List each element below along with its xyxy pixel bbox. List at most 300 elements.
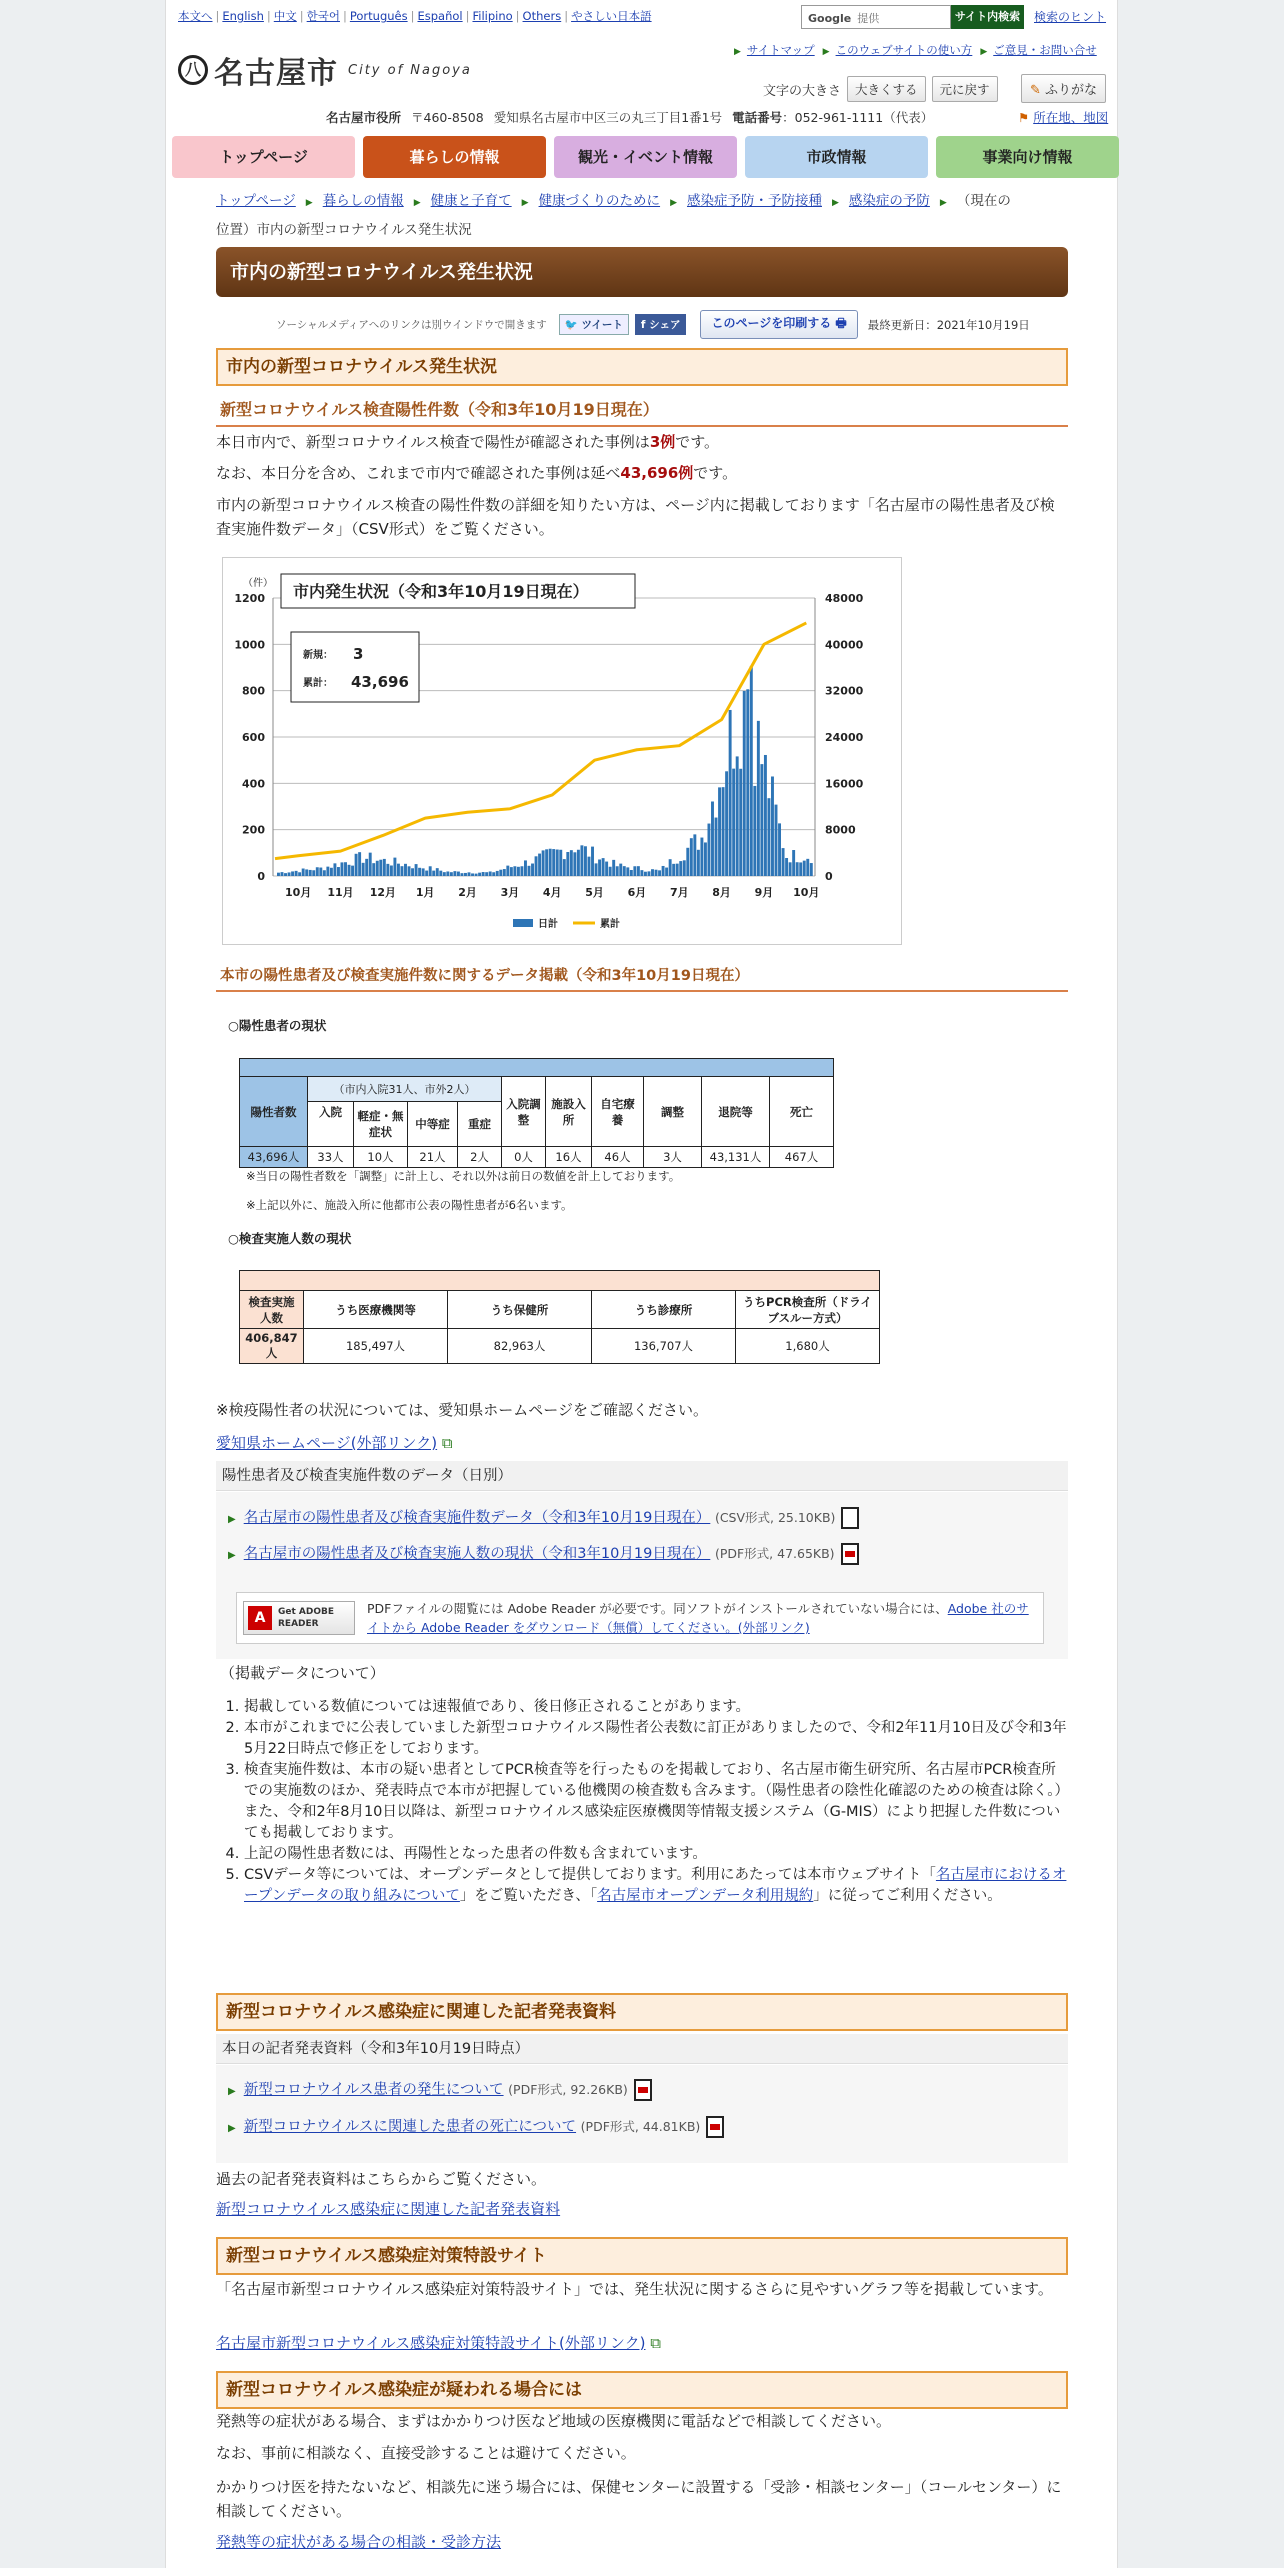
logo-text: 名古屋市: [214, 56, 338, 91]
daily-bar: [715, 818, 718, 876]
daily-bar: [771, 776, 774, 876]
daily-bar: [404, 864, 407, 876]
daily-data-box: [216, 1492, 1068, 1659]
special-site-text: 「名古屋市新型コロナウイルス感染症対策特設サイト」では、発生状況に関するさらに見やすいグラフ等を掲載しています。: [216, 2280, 1053, 2298]
daily-bar: [563, 859, 566, 876]
t1-value: 3人: [644, 1147, 702, 1168]
search-tips-link[interactable]: 検索のヒント: [1034, 10, 1107, 24]
left-tick-label: 600: [242, 731, 265, 744]
consult-row: [216, 2530, 1068, 2554]
daily-bar: [739, 769, 742, 876]
t2-header: うち医療機関等: [304, 1291, 448, 1329]
t2-value: 406,847人: [240, 1329, 304, 1364]
t1-value: 43,696人: [240, 1147, 308, 1168]
x-tick-label: 9月: [754, 886, 774, 899]
detail-note: 市内の新型コロナウイルス検査の陽性件数の詳細を知りたい方は、ページ内に掲載しております「名古屋市の陽性患者及び検査実施件数データ」（CSV形式）をご覧ください。: [216, 496, 1055, 538]
t2-header: うち保健所: [448, 1291, 592, 1329]
daily-bar: [277, 873, 280, 876]
daily-bar: [341, 862, 344, 876]
table-note-2: ※上記以外に、施設入所に他都市公表の陽性患者が6名います。: [246, 1198, 573, 1212]
daily-bar: [355, 854, 358, 876]
legend-label-cumulative: 累計: [600, 919, 620, 930]
search-input[interactable]: Google 提供: [801, 5, 951, 29]
daily-bar: [640, 870, 643, 876]
daily-bar: [379, 860, 382, 876]
test-status-label: ○検査実施人数の現状: [228, 1231, 352, 1246]
daily-bar: [464, 873, 467, 876]
nav-living[interactable]: 暮らしの情報: [363, 136, 546, 178]
daily-bar: [707, 824, 710, 876]
csv-file-item: ▶ 名古屋市の陽性患者及び検査実施件数データ（令和3年10月19日現在） (CSV形式, 25.10KB): [228, 1507, 859, 1531]
daily-bar: [736, 756, 739, 876]
daily-bar: [658, 870, 661, 876]
daily-bar: [524, 860, 527, 876]
daily-bar: [450, 872, 453, 876]
daily-bar: [425, 871, 428, 876]
t2-header: うちPCR検査所（ドライブスルー方式）: [736, 1291, 880, 1329]
arrow-icon: ▶: [822, 47, 830, 57]
daily-bar: [510, 867, 513, 876]
daily-bar: [316, 867, 319, 876]
breadcrumb-link[interactable]: 感染症予防・予防接種: [686, 193, 822, 209]
daily-bar: [573, 852, 576, 876]
daily-bar: [482, 872, 485, 876]
daily-bar: [619, 864, 622, 876]
lang-link[interactable]: 한국어: [306, 9, 340, 23]
font-size-label: 文字の大きさ: [763, 83, 842, 99]
daily-bar: [344, 862, 347, 876]
t1-header: （市内入院31人、市外2人）: [308, 1077, 502, 1102]
t1-header: 入院調整: [502, 1077, 546, 1147]
x-tick-label: 1月: [415, 886, 435, 899]
daily-bar: [700, 838, 703, 876]
breadcrumb-current: （現在の位置）市内の新型コロナウイルス発生状況: [216, 193, 1011, 238]
daily-bar: [298, 872, 301, 876]
daily-bar: [602, 858, 605, 876]
t1-header: 重症: [458, 1102, 502, 1147]
daily-bar: [669, 859, 672, 876]
daily-bar: [612, 860, 615, 876]
chart-title: 市内発生状況（令和3年10月19日現在）: [293, 582, 589, 601]
daily-bar: [323, 870, 326, 876]
utility-link[interactable]: ご意見・お問い合せ: [993, 43, 1097, 57]
daily-bar: [348, 865, 351, 876]
t2-value: 185,497人: [304, 1329, 448, 1364]
daily-bar: [429, 866, 432, 876]
daily-bar: [746, 689, 749, 876]
office-address: 名古屋市役所 〒460-8508 愛知県名古屋市中区三の丸三丁目1番1号 電話番号：052-961-1111（代表）: [326, 110, 934, 125]
csv-file-link[interactable]: 名古屋市の陽性患者及び検査実施件数データ（令和3年10月19日現在）: [243, 1510, 711, 1526]
chart-info-box: [291, 632, 419, 702]
t2-header: うち診療所: [592, 1291, 736, 1329]
lang-link[interactable]: 本文へ: [178, 9, 213, 23]
daily-bar: [453, 871, 456, 876]
positive-status-table: [239, 1058, 834, 1168]
font-reset-button[interactable]: 元に戻す: [932, 76, 998, 102]
daily-bar: [492, 872, 495, 876]
new-value: 3: [353, 645, 364, 663]
arrow-icon: ▶: [734, 47, 741, 57]
suspected-text-1: 発熱等の症状がある場合、まずはかかりつけ医など地域の医療機関に電話などで相談してください。: [216, 2412, 892, 2430]
daily-bar: [729, 710, 732, 876]
daily-bar: [580, 845, 583, 876]
right-tick-label: 8000: [825, 823, 856, 837]
data-note-item: 5. CSVデータ等については、オープンデータとして提供しております。利用にあたっては本市ウェブサイト「名古屋市におけるオープンデータの取り組みについて」をご覧いただき、「名古屋市オープンデータ利用規約」に従ってご利用ください。: [244, 1865, 1068, 1907]
daily-bar: [644, 872, 647, 876]
adobe-notice: [236, 1592, 1044, 1644]
breadcrumb: [216, 188, 1016, 244]
pdf-file-item: ▶ 名古屋市の陽性患者及び検査実施人数の現状（令和3年10月19日現在） (PDF形式, 47.65KB): [228, 1543, 859, 1567]
daily-bar: [630, 870, 633, 876]
legend-label-daily: 日計: [538, 919, 558, 930]
subheading-positive-count: 新型コロナウイルス検査陽性件数（令和3年10月19日現在）: [216, 397, 1068, 427]
daily-bar: [545, 849, 548, 876]
daily-bar: [633, 866, 636, 876]
new-label: 新規：: [303, 650, 333, 661]
lang-link[interactable]: Others: [522, 9, 562, 23]
press-today-heading: 本日の記者発表資料（令和3年10月19日時点）: [216, 2034, 1068, 2064]
daily-bar: [760, 764, 763, 876]
daily-bar: [531, 864, 534, 876]
data-note-item: 3. 検査実施件数は、本市の疑い患者としてPCR検査等を行ったものを掲載しており、名古屋市衛生研究所、名古屋市PCR検査所での実施数のほか、発表時点で本市が把握している他機関の検査数も含みます。（陽性患者の陰性化確認のための検査は除く。）また、令和2年8月10日以降は、新型コロナウイルス感染症医療機関等情報支援システム（G-MIS）により把握した件数についても掲載しております。: [244, 1760, 1068, 1844]
lang-link[interactable]: やさしい日本語: [571, 9, 652, 23]
daily-bar: [559, 850, 562, 876]
t1-header: 退院等: [702, 1077, 770, 1147]
daily-bar: [595, 863, 598, 876]
daily-bar: [383, 859, 386, 876]
daily-bar: [757, 721, 760, 876]
t1-value: 0人: [502, 1147, 546, 1168]
breadcrumb-link[interactable]: トップページ: [216, 193, 296, 209]
right-tick-label: 48000: [825, 592, 864, 605]
right-tick-label: 0: [825, 870, 833, 883]
daily-bar: [393, 858, 396, 876]
daily-bar: [697, 850, 700, 876]
x-tick-label: 2月: [458, 886, 477, 899]
print-button[interactable]: このページを印刷する 🖶: [700, 310, 857, 339]
daily-bar: [386, 864, 389, 876]
t2-header: 検査実施人数: [240, 1291, 304, 1329]
daily-bar: [337, 867, 340, 876]
daily-bar: [789, 862, 792, 876]
section-heading-status: 市内の新型コロナウイルス発生状況: [216, 348, 1068, 386]
section-heading-suspected: 新型コロナウイルス感染症が疑われる場合には: [216, 2371, 1068, 2409]
past-press-link[interactable]: 新型コロナウイルス感染症に関連した記者発表資料: [216, 2200, 561, 2218]
t1-header: 陽性者数: [240, 1077, 308, 1147]
t1-value: 21人: [408, 1147, 458, 1168]
logo-en: City of Nagoya: [348, 62, 472, 78]
daily-bar: [365, 859, 368, 876]
t1-header: 死亡: [770, 1077, 834, 1147]
t1-header: 中等症: [408, 1102, 458, 1147]
x-tick-label: 4月: [542, 886, 562, 899]
daily-bar: [485, 872, 488, 876]
utility-link[interactable]: サイトマップ: [746, 43, 815, 57]
daily-bar: [810, 863, 813, 876]
press-link-death[interactable]: 新型コロナウイルスに関連した患者の死亡について: [243, 2119, 577, 2135]
daily-bar: [446, 871, 449, 876]
global-nav: [172, 136, 1119, 178]
daily-bar: [577, 850, 580, 876]
pdf-file-link[interactable]: 名古屋市の陽性患者及び検査実施人数の現状（令和3年10月19日現在）: [243, 1546, 711, 1562]
consult-link[interactable]: 発熱等の症状がある場合の相談・受診方法: [216, 2533, 502, 2551]
daily-bar: [535, 856, 538, 876]
today-cases: 本日市内で、新型コロナウイルス検査で陽性が確認された事例は3例です。: [216, 433, 720, 451]
x-tick-label: 11月: [327, 886, 354, 899]
utility-link[interactable]: このウェブサイトの使い方: [835, 43, 973, 57]
tweet-button[interactable]: 🐦 ツイート: [559, 314, 629, 335]
daily-bar: [693, 834, 696, 876]
pdf-file-icon: [706, 2116, 724, 2138]
daily-bar: [552, 849, 555, 876]
press-item: ▶ 新型コロナウイルス患者の発生について (PDF形式, 92.26KB): [228, 2079, 652, 2103]
daily-bar: [309, 870, 312, 876]
daily-bar: [665, 868, 668, 876]
daily-bar: [785, 858, 788, 876]
adobe-text: PDFファイルの閲覧には Adobe Reader が必要です。同ソフトがインストールされていない場合には、Adobe 社のサイトから Adobe Reader をダウンロード（無償）してください。(外部リンク): [367, 1601, 1029, 1635]
t1-header: 軽症・無症状: [354, 1102, 408, 1147]
daily-bar: [439, 871, 442, 876]
daily-bar: [319, 868, 322, 876]
daily-bar: [376, 861, 379, 876]
daily-bar: [390, 866, 393, 876]
quarantine-note: ※検疫陽性者の状況については、愛知県ホームページをご確認ください。: [216, 1401, 708, 1419]
lang-link[interactable]: 中文: [273, 9, 297, 23]
daily-bar: [623, 866, 626, 876]
lang-link[interactable]: Filipino: [472, 9, 513, 23]
y-unit-label: （件）: [243, 578, 273, 589]
daily-bar: [330, 868, 333, 876]
x-tick-label: 5月: [585, 886, 604, 899]
daily-bar: [432, 871, 435, 876]
daily-bar: [732, 769, 735, 876]
daily-bar: [591, 847, 594, 876]
daily-bar: [397, 864, 400, 876]
daily-bar: [637, 866, 640, 876]
daily-bar: [626, 867, 629, 876]
t2-value: 82,963人: [448, 1329, 592, 1364]
suspected-text-2: なお、事前に相談なく、直接受診することは避けてください。: [216, 2444, 636, 2462]
csv-file-icon: [841, 1507, 859, 1529]
daily-bar: [489, 871, 492, 876]
total-cases: なお、本日分を含め、これまで市内で確認された事例は延べ43,696例です。: [216, 464, 738, 482]
daily-bar: [408, 866, 411, 876]
nav-tourism[interactable]: 観光・イベント情報: [554, 136, 737, 178]
opendata-terms-link[interactable]: 名古屋市オープンデータ利用規約: [597, 1888, 814, 1904]
x-tick-label: 12月: [369, 886, 397, 899]
t1-value: 43,131人: [702, 1147, 770, 1168]
daily-bar: [676, 864, 679, 876]
daily-bar: [401, 866, 404, 876]
t2-value: 1,680人: [736, 1329, 880, 1364]
site-search-button[interactable]: サイト内検索: [951, 5, 1024, 29]
x-tick-label: 7月: [669, 886, 689, 899]
city-logo[interactable]: [178, 48, 472, 92]
daily-bar: [326, 867, 329, 876]
right-tick-label: 40000: [825, 638, 864, 652]
daily-bar: [528, 866, 531, 876]
daily-bar: [333, 863, 336, 876]
daily-bar: [520, 866, 523, 876]
x-tick-label: 3月: [500, 886, 520, 899]
daily-bar: [422, 868, 425, 876]
past-press-row: [216, 2197, 1068, 2221]
daily-bar: [281, 872, 284, 876]
daily-bar: [566, 852, 569, 876]
lang-link[interactable]: Português: [349, 9, 408, 23]
daily-bar: [468, 872, 471, 876]
daily-bar: [648, 871, 651, 876]
aichi-pref-link[interactable]: 愛知県ホームページ(外部リンク): [216, 1434, 438, 1452]
daily-bar: [584, 846, 587, 876]
breadcrumb-link[interactable]: 暮らしの情報: [322, 193, 404, 209]
positive-status-label: ○陽性患者の現状: [228, 1018, 327, 1033]
daily-bar: [284, 873, 287, 876]
daily-bar: [792, 850, 795, 876]
nav-business[interactable]: 事業向け情報: [936, 136, 1119, 178]
t1-value: 33人: [308, 1147, 354, 1168]
facebook-share-button[interactable]: f シェア: [635, 314, 687, 335]
x-tick-label: 8月: [712, 886, 731, 899]
arrow-icon: ▶: [980, 47, 988, 57]
daily-bar: [291, 871, 294, 876]
breadcrumb-link[interactable]: 健康づくりのために: [538, 193, 661, 209]
daily-bar: [436, 868, 439, 876]
special-site-link[interactable]: 名古屋市新型コロナウイルス感染症対策特設サイト(外部リンク): [216, 2334, 646, 2352]
lang-link[interactable]: English: [222, 9, 264, 23]
daily-bar: [570, 850, 573, 876]
adobe-download-link[interactable]: Adobe 社のサイトから Adobe Reader をダウンロード（無償）してください。(外部リンク): [367, 1601, 1029, 1635]
daily-bar: [806, 859, 809, 876]
left-tick-label: 400: [242, 777, 265, 791]
t1-values-row: [240, 1147, 834, 1168]
daily-bar: [460, 873, 463, 876]
daily-bar: [418, 868, 421, 876]
past-press-text: 過去の記者発表資料はこちらからご覧ください。: [216, 2170, 547, 2188]
nav-top[interactable]: トップページ: [172, 136, 355, 178]
page: [165, 0, 1118, 2568]
daily-bar: [549, 849, 552, 876]
external-link-icon: ⧉: [650, 2334, 661, 2352]
total-value: 43,696: [351, 673, 409, 691]
t1-header: 調整: [644, 1077, 702, 1147]
daily-bar: [743, 691, 746, 876]
data-notes-list: [216, 1697, 1068, 1907]
last-updated: 最終更新日：2021年10月19日: [867, 317, 1030, 332]
daily-bar: [690, 838, 693, 876]
adobe-icon: A: [248, 1606, 272, 1630]
language-links: 本文へ | English | 中文 | 한국어 | Português | Español | Filipino | Others | やさしい日本語: [178, 9, 652, 23]
left-tick-label: 800: [242, 684, 265, 698]
t1-value: 16人: [546, 1147, 592, 1168]
font-larger-button[interactable]: 大きくする: [847, 76, 926, 102]
daily-bar: [718, 787, 721, 876]
left-tick-label: 1000: [234, 638, 265, 652]
breadcrumb-separator-icon: ▶: [521, 198, 529, 208]
daily-bar: [478, 873, 481, 876]
data-about-label: （掲載データについて）: [220, 1664, 385, 1682]
furigana-button[interactable]: ✎ ふりがな: [1021, 74, 1106, 103]
city-emblem-icon: 八: [178, 55, 208, 85]
daily-bar: [616, 866, 619, 876]
external-link-icon: ⧉: [441, 1434, 453, 1452]
t1-value: 10人: [354, 1147, 408, 1168]
data-note-item: 4. 上記の陽性患者数には、再陽性となった患者の件数も含まれています。: [244, 1844, 1068, 1865]
t1-value: 2人: [458, 1147, 502, 1168]
daily-bar: [775, 805, 778, 876]
right-tick-label: 32000: [825, 684, 864, 698]
x-tick-label: 10月: [793, 886, 820, 899]
daily-bar: [411, 868, 414, 876]
breadcrumb-link[interactable]: 感染症の予防: [848, 193, 930, 209]
pdf-file-icon: [634, 2079, 652, 2101]
t1-header: 施設入所: [546, 1077, 592, 1147]
utility-links: [726, 42, 1097, 58]
nav-citygov[interactable]: 市政情報: [745, 136, 928, 178]
daily-bar: [799, 862, 802, 876]
special-site-row: [216, 2331, 1068, 2355]
breadcrumb-separator-icon: ▶: [831, 198, 839, 208]
x-tick-label: 6月: [627, 886, 647, 899]
data-note-item: 2. 本市がこれまでに公表していました新型コロナウイルス陽性者公表数に訂正がありましたので、令和2年11月10日及び令和3年5月22日時点で修正をしております。: [244, 1718, 1068, 1760]
breadcrumb-link[interactable]: 健康と子育て: [430, 193, 512, 209]
daily-bar: [443, 872, 446, 876]
daily-bar: [369, 853, 372, 876]
cases-chart: [222, 557, 902, 945]
press-item: ▶ 新型コロナウイルスに関連した患者の死亡について (PDF形式, 44.81KB): [228, 2116, 724, 2140]
lang-link[interactable]: Español: [417, 9, 463, 23]
page-title: 市内の新型コロナウイルス発生状況: [216, 247, 1068, 297]
daily-bar: [415, 864, 418, 876]
daily-bar: [506, 866, 509, 876]
daily-bar: [767, 798, 770, 876]
daily-bar: [305, 869, 308, 876]
legend-swatch-daily: [513, 919, 533, 927]
section-heading-press: 新型コロナウイルス感染症に関連した記者発表資料: [216, 1993, 1068, 2031]
subheading-data-release: 本市の陽性患者及び検査実施件数に関するデータ掲載（令和3年10月19日現在）: [216, 964, 1068, 992]
adobe-reader-badge[interactable]: A Get ADOBE READER: [243, 1601, 355, 1635]
daily-bar: [471, 873, 474, 876]
press-link-outbreak[interactable]: 新型コロナウイルス患者の発生について: [243, 2082, 504, 2098]
daily-bar: [711, 802, 714, 876]
breadcrumb-separator-icon: ▶: [939, 198, 947, 208]
opendata-link[interactable]: 名古屋市におけるオープンデータの取り組みについて: [244, 1867, 1067, 1904]
daily-bar: [475, 874, 478, 876]
social-bar: ソーシャルメディアへのリンクは別ウインドウで開きます 🐦 ツイート f シェア このページを印刷する 🖶 最終更新日：2021年10月19日: [276, 310, 1030, 339]
pdf-file-icon: [841, 1543, 859, 1565]
left-tick-label: 1200: [234, 592, 265, 605]
daily-bar: [651, 869, 654, 876]
flag-icon: ⚑: [1018, 110, 1030, 125]
t1-value: 46人: [592, 1147, 644, 1168]
chart-svg: [223, 558, 901, 944]
daily-bar: [725, 771, 728, 876]
data-note-item: 1. 掲載している数値については速報値であり、後日修正されることがあります。: [244, 1697, 1068, 1718]
location-map-link[interactable]: ⚑ 所在地、地図: [1018, 110, 1109, 125]
daily-bar: [499, 870, 502, 876]
left-tick-label: 200: [242, 823, 265, 837]
font-size-controls: [763, 76, 998, 102]
printer-icon: 🖶: [835, 316, 847, 330]
breadcrumb-separator-icon: ▶: [305, 198, 313, 208]
daily-bar: [556, 850, 559, 876]
daily-bar: [517, 867, 520, 876]
test-status-table: [239, 1270, 880, 1364]
x-tick-label: 10月: [285, 886, 312, 899]
daily-bar: [655, 870, 658, 876]
daily-bar: [609, 867, 612, 876]
t2-values-row: [240, 1329, 880, 1364]
